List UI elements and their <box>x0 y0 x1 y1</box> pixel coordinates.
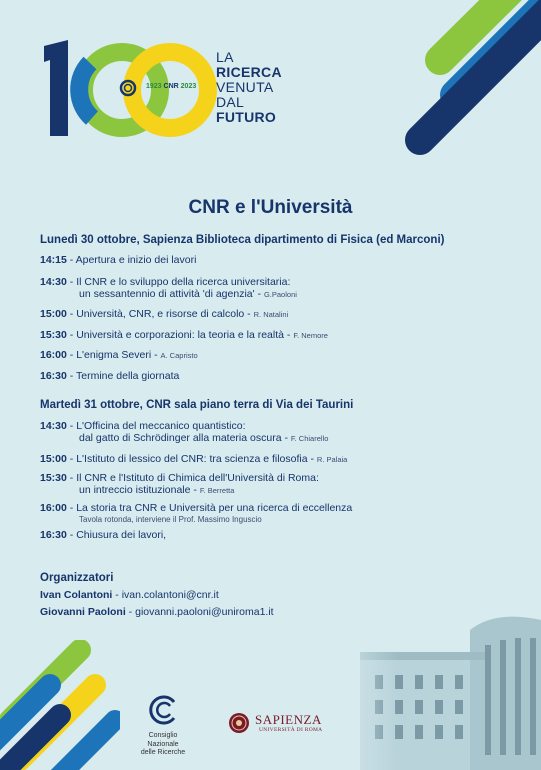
schedule-item: 16:00 - L'enigma Severi - A. Capristo <box>40 349 198 361</box>
logo-tagline: LA RICERCA VENUTA DAL FUTURO <box>216 49 282 125</box>
logo-years: 1923 CNR 2023 <box>146 83 197 90</box>
schedule-item: 14:30 - Il CNR e lo sviluppo della ricerca universitaria: un sessantennio di attività 'di agenzia' - G.Paoloni <box>40 276 297 300</box>
schedule-item: 15:00 - L'Istituto di lessico del CNR: tra scienza e filosofia - R. Palaia <box>40 453 348 465</box>
cnr-logo-icon <box>146 694 182 726</box>
schedule-item: 16:30 - Termine della giornata <box>40 370 180 382</box>
day2-heading: Martedì 31 ottobre, CNR sala piano terra di Via dei Taurini <box>40 399 354 411</box>
organizers-title: Organizzatori <box>40 572 114 584</box>
building-illustration <box>320 600 541 770</box>
schedule-item: 14:15 - Apertura e inizio dei lavori <box>40 254 197 266</box>
email-link[interactable]: ivan.colantoni@cnr.it <box>121 589 219 601</box>
cnr-name: Consiglio Nazionale delle Ricerche <box>140 732 186 756</box>
page-title: CNR e l'Università <box>188 197 353 218</box>
schedule-item: 16:30 - Chiusura dei lavori, <box>40 529 167 541</box>
organizer-contact: Giovanni Paoloni - giovanni.paoloni@uniroma1.it <box>40 606 274 618</box>
sapienza-name: SAPIENZA <box>255 712 322 727</box>
decorative-stripes-top-right <box>360 0 541 160</box>
organizer-contact: Ivan Colantoni - ivan.colantoni@cnr.it <box>40 589 219 601</box>
sapienza-seal-icon <box>228 712 250 734</box>
day1-heading: Lunedì 30 ottobre, Sapienza Biblioteca dipartimento di Fisica (ed Marconi) <box>40 234 445 246</box>
schedule-item: 15:00 - Università, CNR, e risorse di calcolo - R. Natalini <box>40 308 289 320</box>
schedule-item: 16:00 - La storia tra CNR e Università per una ricerca di eccellenza Tavola rotonda, interviene il Prof. Massimo Inguscio <box>40 502 353 524</box>
decorative-stripes-bottom-left <box>0 640 120 770</box>
email-link[interactable]: giovanni.paoloni@uniroma1.it <box>135 606 274 618</box>
schedule-item: 14:30 - L'Officina del meccanico quantistico: dal gatto di Schrödinger alla materia oscura - F. Chiarello <box>40 420 329 444</box>
sapienza-subtitle: UNIVERSITÀ DI ROMA <box>259 727 323 733</box>
schedule-item: 15:30 - Il CNR e l'Istituto di Chimica dell'Università di Roma: un intreccio istituzionale - F. Berretta <box>40 472 319 496</box>
schedule-item: 15:30 - Università e corporazioni: la teoria e la realtà - F. Nemore <box>40 329 328 341</box>
